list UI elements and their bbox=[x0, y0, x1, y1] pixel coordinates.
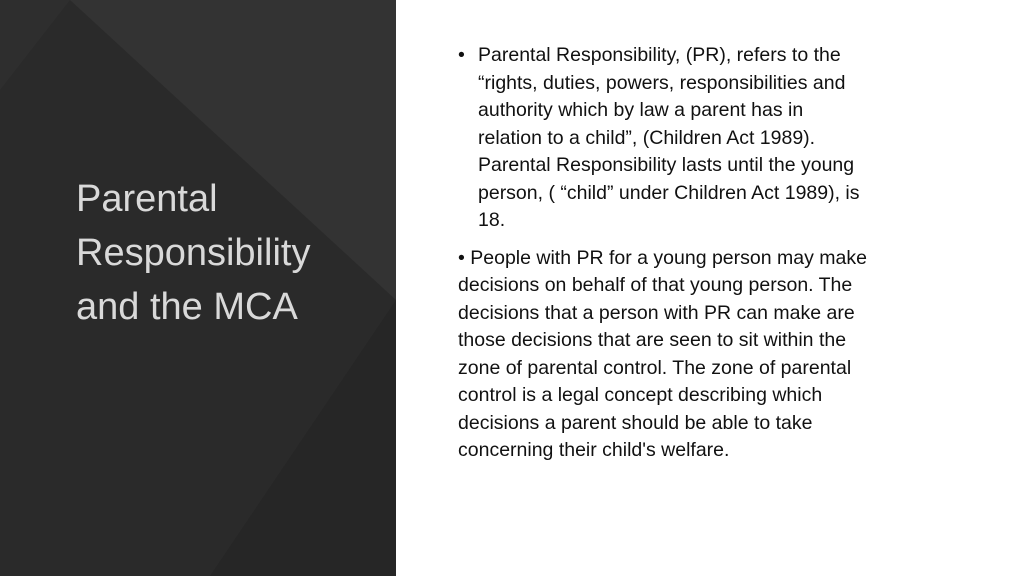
bullet-zone-of-parental-control bbox=[458, 245, 958, 465]
bullet-2-line-1: • People with PR for a young person may make bbox=[458, 246, 867, 269]
bullet-2-line-6: control is a legal concept describing which bbox=[458, 384, 823, 406]
bullet-2-line-7: decisions a parent should be able to take bbox=[458, 411, 813, 434]
slide-title bbox=[76, 172, 376, 334]
bullet-2-line-5: zone of parental control. The zone of parental bbox=[458, 356, 852, 379]
bullet-parental-responsibility-definition bbox=[458, 42, 958, 235]
bullet-1-line-4: relation to a child”, (Children Act 1989). bbox=[478, 126, 816, 149]
bullet-2-line-3: decisions that a person with PR can make are bbox=[458, 301, 855, 324]
title-line-2: Responsibility bbox=[76, 232, 311, 274]
slide-body bbox=[458, 42, 958, 465]
bullet-2-line-4: those decisions that are seen to sit within the bbox=[458, 329, 847, 351]
title-panel bbox=[0, 0, 396, 576]
bullet-1-line-2: “rights, duties, powers, responsibilities and bbox=[478, 71, 846, 94]
bullet-1-line-5: Parental Responsibility lasts until the young bbox=[478, 154, 855, 176]
bullet-2-line-8: concerning their child's welfare. bbox=[458, 439, 730, 461]
bullet-2-line-2: decisions on behalf of that young person. The bbox=[458, 274, 853, 296]
title-line-1: Parental bbox=[76, 178, 218, 220]
bullet-1-line-3: authority which by law a parent has in bbox=[478, 99, 804, 121]
bullet-1-line-7: 18. bbox=[478, 209, 506, 231]
bullet-marker: • bbox=[458, 44, 465, 66]
bullet-1-line-1: Parental Responsibility, (PR), refers to the bbox=[478, 44, 841, 66]
title-line-3: and the MCA bbox=[76, 286, 298, 328]
bullet-1-line-6: person, ( “child” under Children Act 1989), is bbox=[478, 181, 860, 204]
